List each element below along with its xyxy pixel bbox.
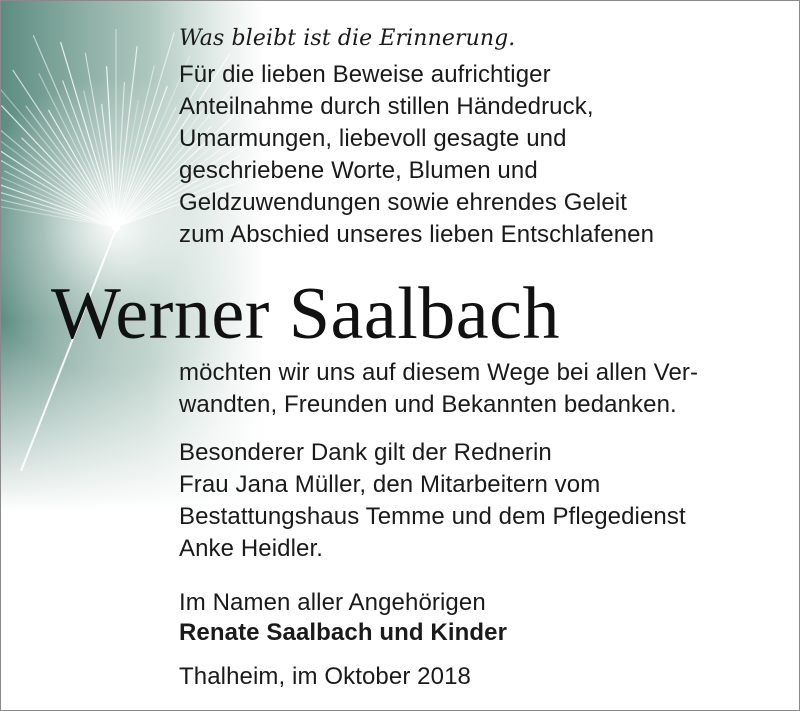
thanks-line: Umarmungen, liebevoll gesagte und	[179, 125, 567, 152]
place-date: Thalheim, im Oktober 2018	[179, 663, 471, 690]
special-thanks-line: Frau Jana Müller, den Mitarbeitern vom	[179, 471, 601, 498]
deceased-name: Werner Saalbach	[51, 273, 560, 355]
closing-line: wandten, Freunden und Bekannten bedanken.	[179, 391, 677, 418]
signature-names: Renate Saalbach und Kinder	[179, 619, 508, 646]
special-thanks-line: Bestattungshaus Temme und dem Pflegedienst	[179, 503, 686, 530]
closing-line: möchten wir uns auf diesem Wege bei allen Ver-	[179, 359, 699, 386]
thanks-line: zum Abschied unseres lieben Entschlafenen	[179, 221, 655, 248]
thanks-line: Für die lieben Beweise aufrichtiger	[179, 61, 551, 88]
motto: Was bleibt ist die Erinnerung.	[179, 26, 516, 51]
special-thanks-line: Besonderer Dank gilt der Rednerin	[179, 439, 552, 466]
thanks-line: geschriebene Worte, Blumen und	[179, 157, 538, 184]
thanks-line: Geldzuwendungen sowie ehrendes Geleit	[179, 189, 627, 216]
signature-intro: Im Namen aller Angehörigen	[179, 589, 486, 616]
thanks-line: Anteilnahme durch stillen Händedruck,	[179, 93, 594, 120]
special-thanks-line: Anke Heidler.	[179, 535, 324, 562]
